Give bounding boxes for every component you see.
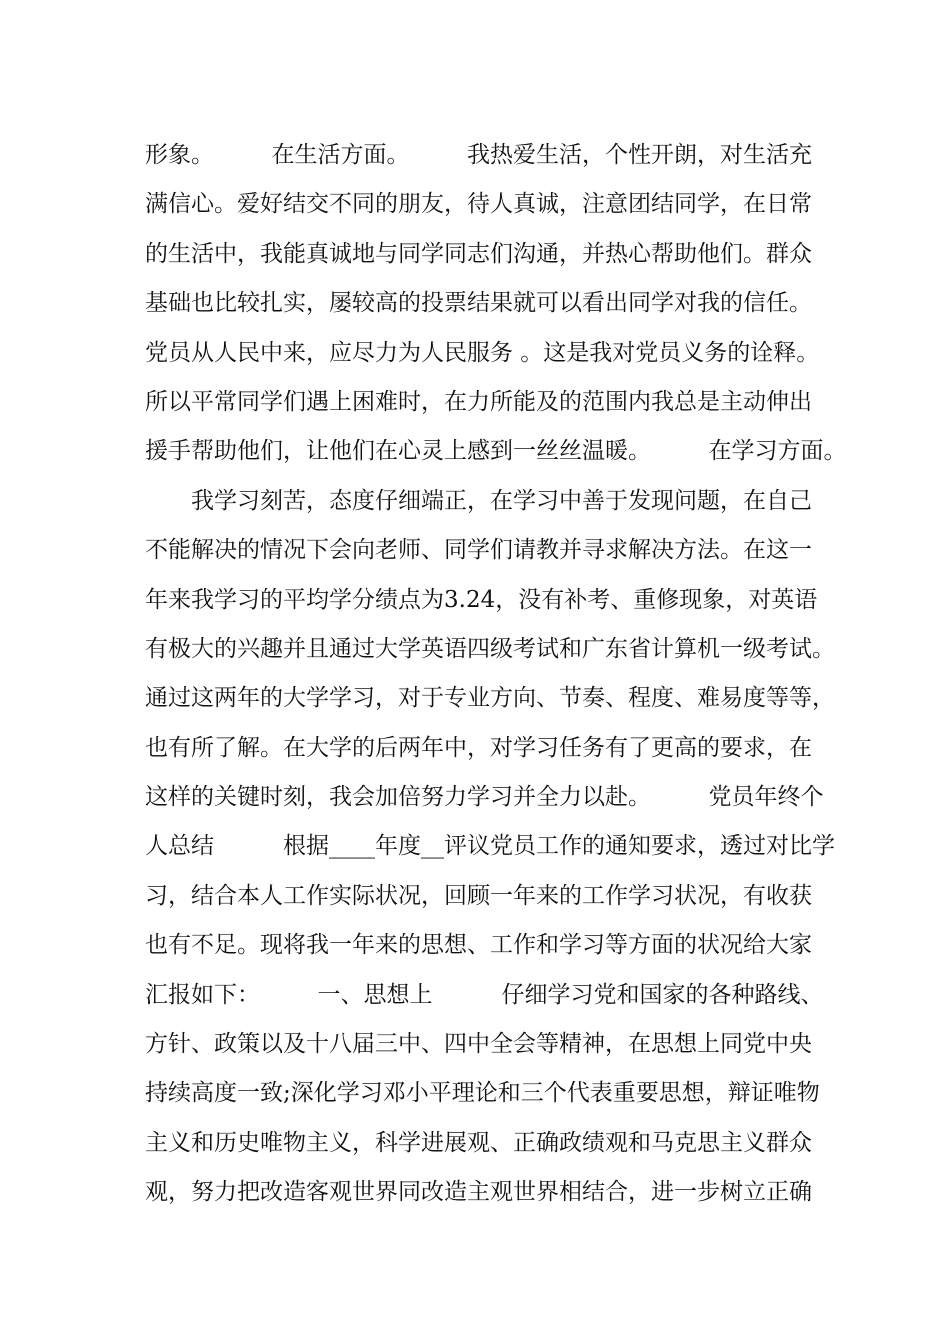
text-line: 形象。 在生活方面。 我热爱生活，个性开朗，对生活充 — [145, 142, 812, 168]
text-line: 主义和历史唯物主义，科学进展观、正确政绩观和马克思主义群众 — [145, 1129, 812, 1156]
text-line: 这样的关键时刻，我会加倍努力学习并全力以赴。 党员年终个 — [145, 784, 824, 811]
text-line: 汇报如下： 一、思想上 仔细学习党和国家的各种路线、 — [145, 981, 824, 1008]
text-line: 方针、政策以及十八届三中、四中全会等精神，在思想上同党中央 — [145, 1031, 812, 1058]
text-line: 基础也比较扎实，屡较高的投票结果就可以看出同学对我的信任。 — [145, 290, 812, 317]
text-line: 观，努力把改造客观世界同改造主观世界相结合，进一步树立正确 — [145, 1179, 812, 1206]
text-line: 援手帮助他们，让他们在心灵上感到一丝丝温暖。 在学习方面。 — [145, 438, 847, 465]
text-line: 有极大的兴趣并且通过大学英语四级考试和广东省计算机一级考试。 — [145, 635, 835, 662]
text-line: 持续高度一致;深化学习邓小平理论和三个代表重要思想，辩证唯物 — [145, 1080, 820, 1107]
text-line: 人总结 根据____年度__评议党员工作的通知要求，透过对比学 — [145, 833, 835, 860]
text-line: 所以平常同学们遇上困难时，在力所能及的范围内我总是主动伸出 — [145, 388, 812, 415]
text-line: 也有所了解。在大学的后两年中，对学习任务有了更高的要求，在 — [145, 734, 812, 761]
text-line: 不能解决的情况下会向老师、同学们请教并寻求解决方法。在这一 — [145, 537, 812, 564]
document-body — [145, 131, 847, 1218]
text-line: 满信心。爱好结交不同的朋友，待人真诚，注意团结同学，在日常 — [145, 191, 812, 218]
text-line: 通过这两年的大学学习，对于专业方向、节奏、程度、难易度等等， — [145, 685, 835, 712]
text-line: 我学习刻苦，态度仔细端正，在学习中善于发现问题，在自己 — [145, 487, 812, 514]
text-line: 的生活中，我能真诚地与同学同志们沟通，并热心帮助他们。群众 — [145, 240, 812, 267]
text-line: 年来我学习的平均学分绩点为3.24，没有补考、重修现象，对英语 — [145, 586, 818, 613]
text-line: 也有不足。现将我一年来的思想、工作和学习等方面的状况给大家 — [145, 932, 812, 959]
text-line: 党员从人民中来，应尽力为人民服务 。这是我对党员义务的诠释。 — [145, 339, 820, 366]
text-line: 习，结合本人工作实际状况，回顾一年来的工作学习状况，有收获 — [145, 882, 812, 909]
